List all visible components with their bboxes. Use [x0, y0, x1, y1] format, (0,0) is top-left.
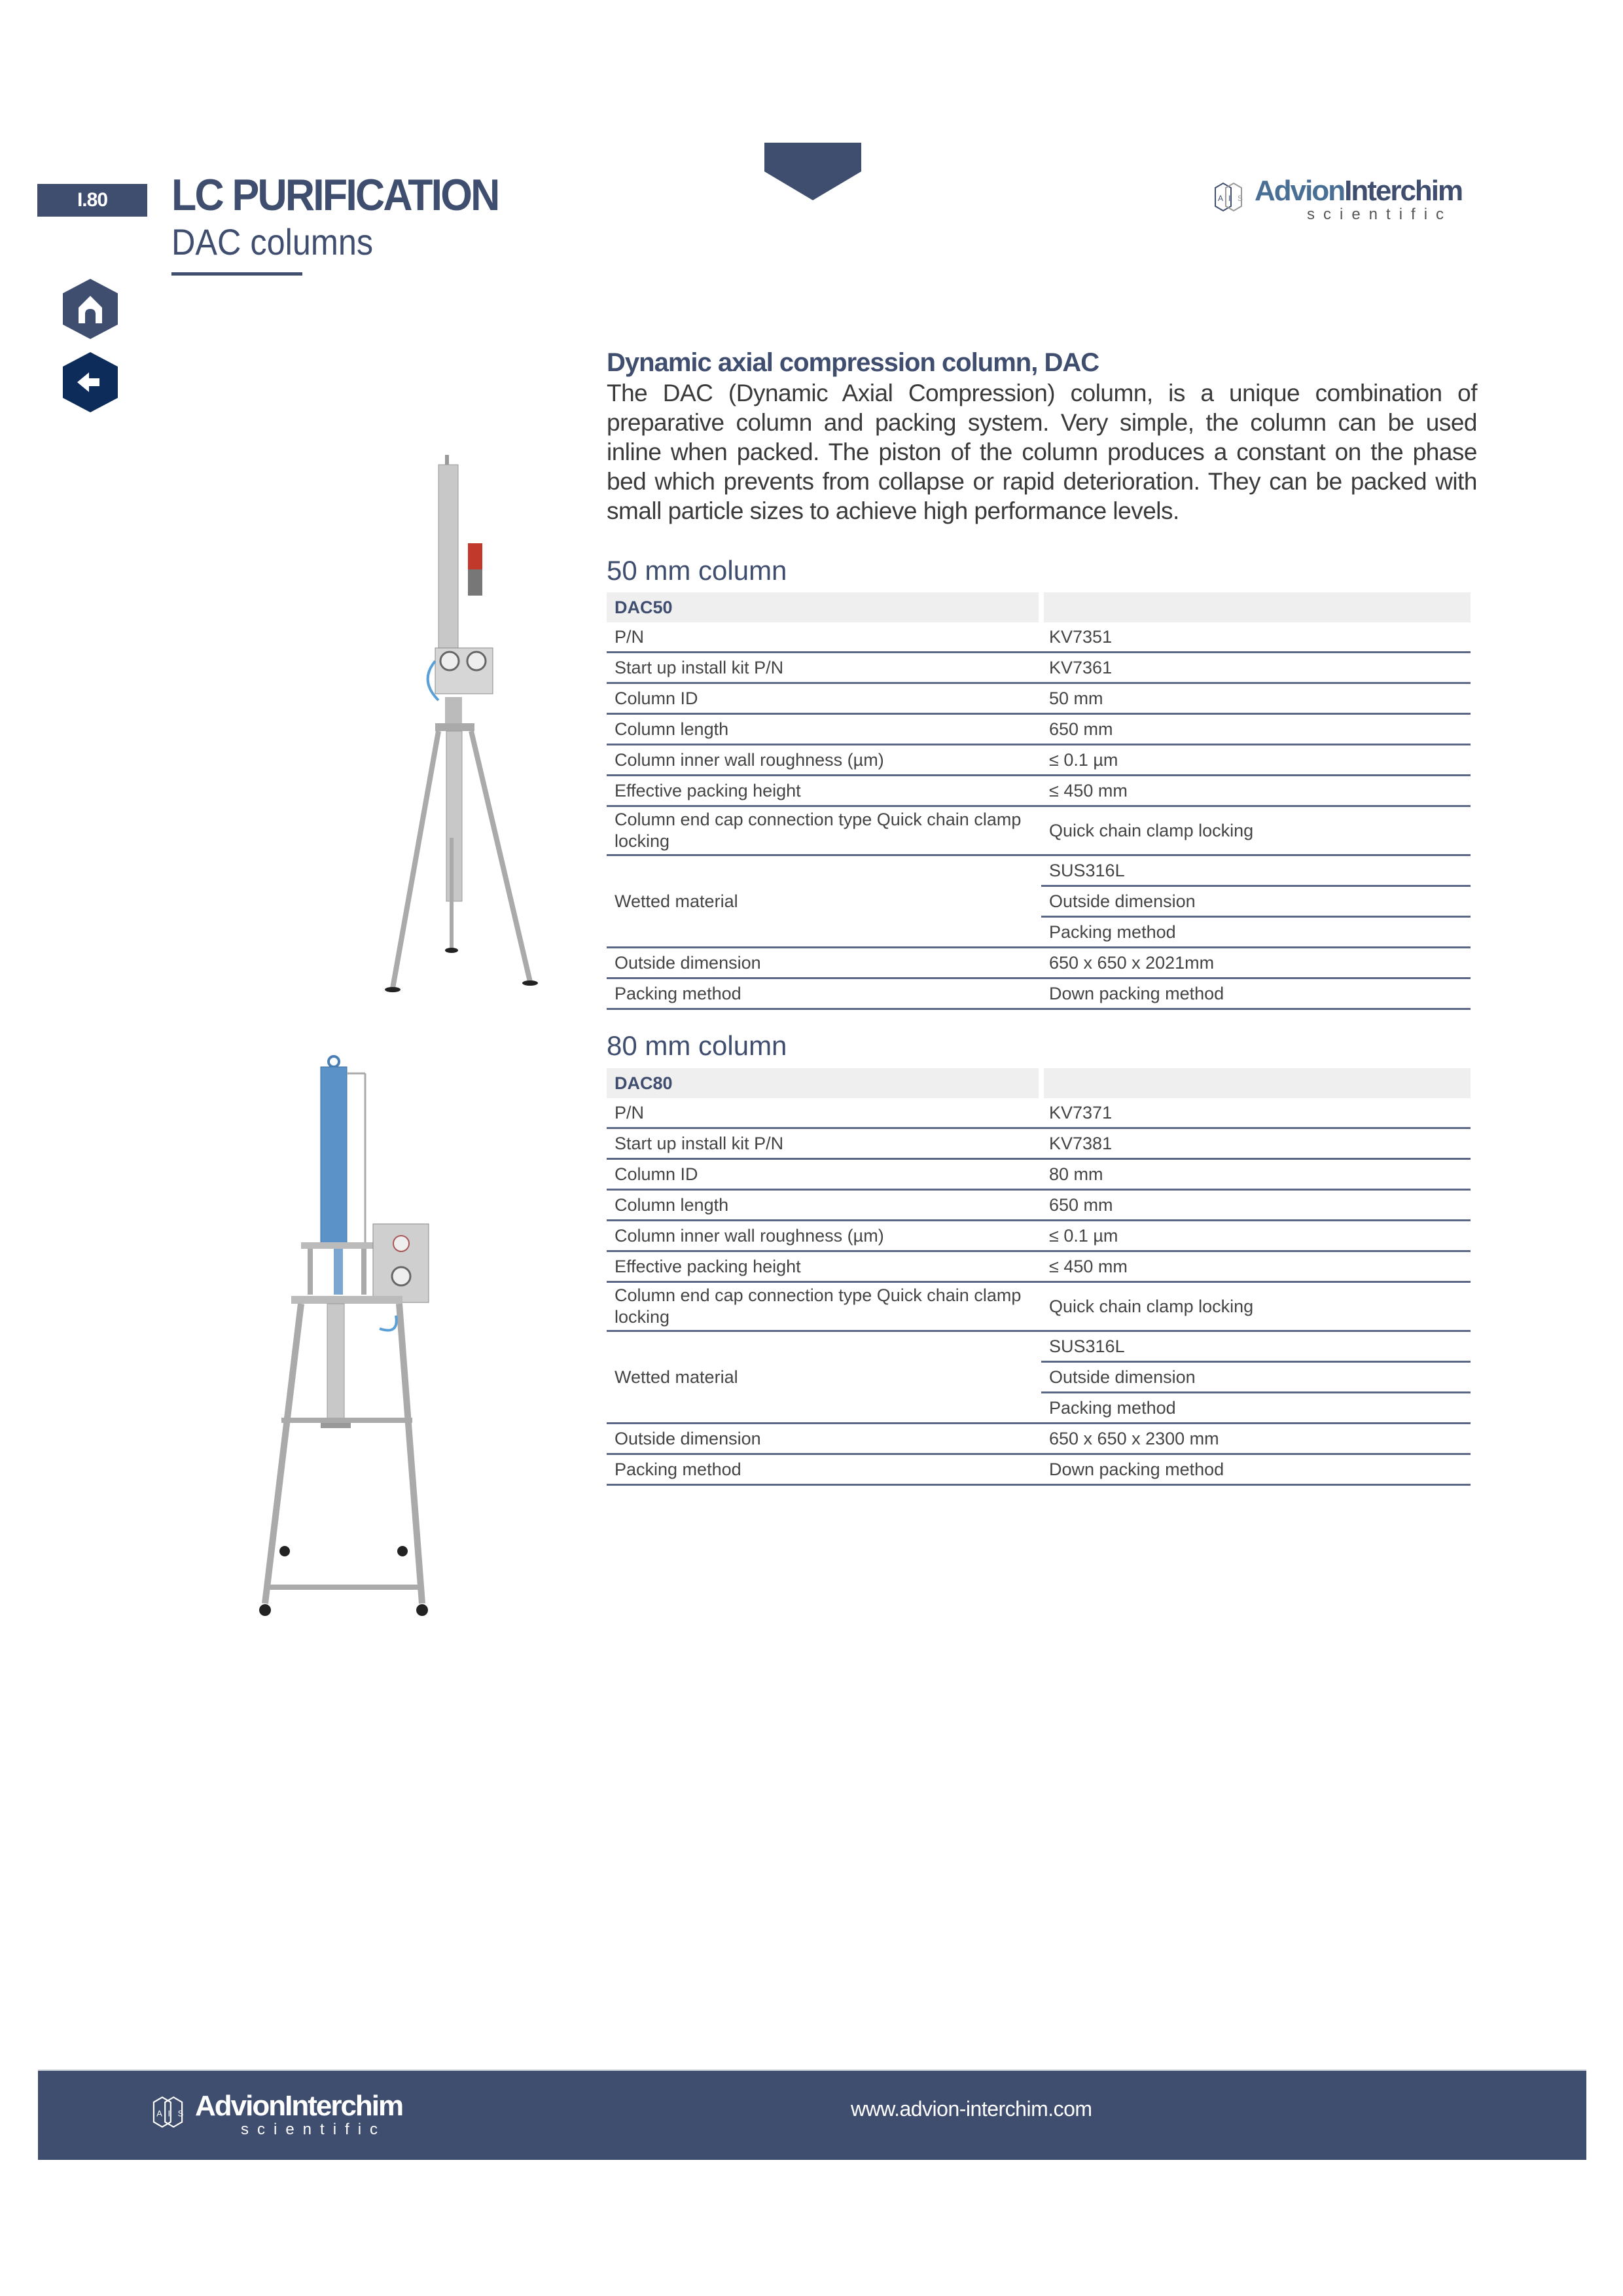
row-label: Column end cap connection type Quick chain clamp locking: [607, 806, 1041, 855]
intro-paragraph: The DAC (Dynamic Axial Compression) column, is a unique combination of preparative column and packing system. Very simple, the column can be used inline when packed. The piston of the column produces a constant on the phase bed which prevents from collapse or rapid deterioration. They can be packed with small particle sizes to achieve high performance levels.: [607, 380, 1477, 524]
table-row: [607, 653, 1471, 683]
row-value: Quick chain clamp locking: [1041, 806, 1471, 855]
table-row: [607, 1454, 1471, 1485]
row-value: 50 mm: [1041, 683, 1471, 714]
row-value: SUS316L: [1041, 1331, 1471, 1362]
table-row: [607, 1159, 1471, 1190]
table-row: [607, 1221, 1471, 1251]
row-value: 650 mm: [1041, 714, 1471, 745]
row-label: Start up install kit P/N: [607, 653, 1041, 683]
row-value: Packing method: [1041, 917, 1471, 948]
table-row: [607, 745, 1471, 776]
row-label: P/N: [607, 1098, 1041, 1128]
header-blank-cell: [1041, 1068, 1471, 1098]
row-label: Start up install kit P/N: [607, 1128, 1041, 1159]
row-value: 650 x 650 x 2300 mm: [1041, 1424, 1471, 1454]
row-label: Column length: [607, 714, 1041, 745]
row-value: ≤ 450 mm: [1041, 1251, 1471, 1282]
dac50-product-photo: [373, 445, 569, 1021]
row-value: KV7351: [1041, 622, 1471, 653]
row-label: Packing method: [607, 978, 1041, 1009]
brand-name: AdvionInterchim: [1255, 175, 1463, 207]
row-label: Column ID: [607, 683, 1041, 714]
table-row: [607, 622, 1471, 653]
dac50-heading: 50 mm column: [607, 555, 787, 586]
ais-hexagon-logo-icon: [1214, 181, 1251, 213]
footer-brand-tagline: scientific: [241, 2121, 387, 2138]
model-name: DAC50: [607, 592, 1041, 622]
row-value: KV7371: [1041, 1098, 1471, 1128]
row-value: ≤ 0.1 µm: [1041, 1221, 1471, 1251]
table-row: [607, 1128, 1471, 1159]
table-row: [607, 948, 1471, 978]
row-label: Column length: [607, 1190, 1041, 1221]
svg-text:I: I: [1228, 194, 1231, 203]
row-label: Column ID: [607, 1159, 1041, 1190]
website-link[interactable]: www.advion-interchim.com: [851, 2097, 1092, 2121]
table-row: [607, 1331, 1471, 1362]
footer-brand-logo: [152, 2092, 402, 2138]
row-value: KV7381: [1041, 1128, 1471, 1159]
table-row: [607, 683, 1471, 714]
table-row: [607, 1424, 1471, 1454]
row-value: Outside dimension: [1041, 886, 1471, 917]
arrow-left-icon: [77, 372, 103, 392]
row-value: ≤ 450 mm: [1041, 776, 1471, 806]
home-icon: [77, 295, 103, 323]
row-value: KV7361: [1041, 653, 1471, 683]
svg-text:I: I: [168, 2108, 171, 2119]
header-blank-cell: [1041, 592, 1471, 622]
svg-text:A: A: [156, 2108, 162, 2119]
table-row: [607, 978, 1471, 1009]
row-value: 650 x 650 x 2021mm: [1041, 948, 1471, 978]
brand-logo: [1214, 177, 1462, 223]
row-value: Packing method: [1041, 1393, 1471, 1424]
dac80-spec-table: [607, 1068, 1471, 1486]
row-label: Wetted material: [607, 1331, 1041, 1424]
section-title: LC PURIFICATION: [171, 170, 499, 220]
home-button[interactable]: [63, 279, 118, 339]
table-row: [607, 855, 1471, 886]
back-button[interactable]: [63, 352, 118, 412]
dac50-spec-table: [607, 592, 1471, 1010]
row-label: Column inner wall roughness (µm): [607, 745, 1041, 776]
table-row: [607, 776, 1471, 806]
svg-text:A: A: [1218, 194, 1224, 203]
title-underline: [171, 272, 302, 276]
row-value: 80 mm: [1041, 1159, 1471, 1190]
svg-text:S: S: [177, 2108, 184, 2119]
table-row: [607, 806, 1471, 855]
svg-text:S: S: [1238, 194, 1243, 203]
ais-hexagon-logo-icon: [152, 2094, 192, 2130]
dac80-heading: 80 mm column: [607, 1030, 787, 1061]
row-value: Quick chain clamp locking: [1041, 1282, 1471, 1331]
table-header-row: [607, 592, 1471, 622]
row-label: Effective packing height: [607, 776, 1041, 806]
table-row: [607, 714, 1471, 745]
table-row: [607, 1190, 1471, 1221]
row-label: Column end cap connection type Quick chain clamp locking: [607, 1282, 1041, 1331]
row-value: Outside dimension: [1041, 1362, 1471, 1393]
section-subtitle: DAC columns: [171, 221, 374, 262]
table-row: [607, 1251, 1471, 1282]
dac80-product-photo: [242, 1054, 452, 1630]
row-value: Down packing method: [1041, 978, 1471, 1009]
row-label: Outside dimension: [607, 948, 1041, 978]
table-row: [607, 1282, 1471, 1331]
bookmark-marker: [764, 143, 861, 200]
row-value: 650 mm: [1041, 1190, 1471, 1221]
footer-brand-name: AdvionInterchim: [195, 2090, 403, 2122]
intro-title: Dynamic axial compression column, DAC: [607, 348, 1099, 377]
brand-tagline: scientific: [1307, 206, 1453, 223]
model-name: DAC80: [607, 1068, 1041, 1098]
row-label: Packing method: [607, 1454, 1041, 1485]
row-label: Effective packing height: [607, 1251, 1041, 1282]
row-value: ≤ 0.1 µm: [1041, 745, 1471, 776]
table-header-row: [607, 1068, 1471, 1098]
row-label: P/N: [607, 622, 1041, 653]
page-number-tab: I.80: [37, 184, 147, 217]
row-value: SUS316L: [1041, 855, 1471, 886]
row-label: Wetted material: [607, 855, 1041, 948]
table-row: [607, 1098, 1471, 1128]
row-label: Column inner wall roughness (µm): [607, 1221, 1041, 1251]
row-label: Outside dimension: [607, 1424, 1041, 1454]
row-value: Down packing method: [1041, 1454, 1471, 1485]
